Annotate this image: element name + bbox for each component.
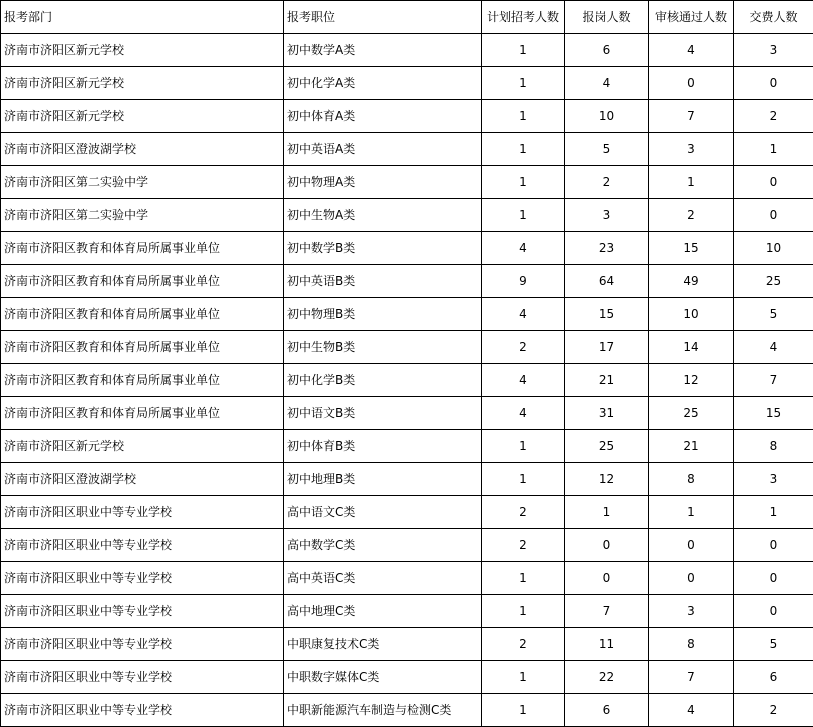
- cell-department: 济南市济阳区职业中等专业学校: [1, 529, 284, 562]
- cell-approved: 7: [649, 100, 734, 133]
- cell-approved: 8: [649, 463, 734, 496]
- cell-position: 中职新能源汽车制造与检测C类: [284, 694, 482, 727]
- cell-approved: 21: [649, 430, 734, 463]
- cell-position: 中职康复技术C类: [284, 628, 482, 661]
- cell-department: 济南市济阳区教育和体育局所属事业单位: [1, 397, 284, 430]
- cell-department: 济南市济阳区新元学校: [1, 67, 284, 100]
- cell-planned-count: 9: [482, 265, 565, 298]
- table-row: [1, 166, 813, 199]
- cell-applicants: 17: [565, 331, 649, 364]
- cell-department: 济南市济阳区职业中等专业学校: [1, 562, 284, 595]
- table-header-row: [1, 1, 813, 34]
- cell-position: 初中化学A类: [284, 67, 482, 100]
- cell-department: 济南市济阳区教育和体育局所属事业单位: [1, 298, 284, 331]
- cell-position: 中职数字媒体C类: [284, 661, 482, 694]
- cell-paid: 2: [734, 100, 813, 133]
- cell-approved: 12: [649, 364, 734, 397]
- cell-approved: 4: [649, 34, 734, 67]
- cell-paid: 0: [734, 595, 813, 628]
- cell-approved: 15: [649, 232, 734, 265]
- cell-applicants: 21: [565, 364, 649, 397]
- cell-approved: 2: [649, 199, 734, 232]
- cell-applicants: 3: [565, 199, 649, 232]
- cell-department: 济南市济阳区澄波湖学校: [1, 133, 284, 166]
- header-applicants: 报岗人数: [565, 1, 649, 34]
- cell-planned-count: 1: [482, 562, 565, 595]
- table-row: [1, 661, 813, 694]
- cell-planned-count: 2: [482, 529, 565, 562]
- cell-applicants: 31: [565, 397, 649, 430]
- cell-approved: 3: [649, 133, 734, 166]
- cell-planned-count: 1: [482, 595, 565, 628]
- cell-paid: 8: [734, 430, 813, 463]
- cell-planned-count: 1: [482, 166, 565, 199]
- table-row: [1, 199, 813, 232]
- table-body: [1, 34, 813, 727]
- cell-department: 济南市济阳区职业中等专业学校: [1, 595, 284, 628]
- cell-paid: 7: [734, 364, 813, 397]
- cell-paid: 4: [734, 331, 813, 364]
- cell-applicants: 0: [565, 562, 649, 595]
- cell-approved: 0: [649, 562, 734, 595]
- cell-planned-count: 2: [482, 628, 565, 661]
- cell-approved: 49: [649, 265, 734, 298]
- cell-applicants: 2: [565, 166, 649, 199]
- cell-paid: 15: [734, 397, 813, 430]
- cell-planned-count: 1: [482, 34, 565, 67]
- cell-approved: 0: [649, 529, 734, 562]
- cell-paid: 0: [734, 562, 813, 595]
- table-row: [1, 133, 813, 166]
- cell-department: 济南市济阳区新元学校: [1, 430, 284, 463]
- table-row: [1, 496, 813, 529]
- cell-department: 济南市济阳区澄波湖学校: [1, 463, 284, 496]
- cell-approved: 8: [649, 628, 734, 661]
- cell-position: 初中化学B类: [284, 364, 482, 397]
- cell-paid: 10: [734, 232, 813, 265]
- cell-paid: 3: [734, 34, 813, 67]
- cell-applicants: 7: [565, 595, 649, 628]
- cell-paid: 5: [734, 298, 813, 331]
- header-planned-count: 计划招考人数: [482, 1, 565, 34]
- cell-position: 高中英语C类: [284, 562, 482, 595]
- cell-approved: 0: [649, 67, 734, 100]
- cell-position: 初中生物B类: [284, 331, 482, 364]
- cell-planned-count: 4: [482, 397, 565, 430]
- cell-paid: 5: [734, 628, 813, 661]
- cell-applicants: 5: [565, 133, 649, 166]
- cell-approved: 14: [649, 331, 734, 364]
- cell-paid: 6: [734, 661, 813, 694]
- cell-planned-count: 1: [482, 463, 565, 496]
- table-row: [1, 628, 813, 661]
- cell-applicants: 4: [565, 67, 649, 100]
- table-row: [1, 298, 813, 331]
- cell-applicants: 0: [565, 529, 649, 562]
- cell-paid: 1: [734, 496, 813, 529]
- cell-planned-count: 4: [482, 298, 565, 331]
- cell-planned-count: 1: [482, 199, 565, 232]
- cell-paid: 0: [734, 199, 813, 232]
- table-row: [1, 265, 813, 298]
- cell-paid: 0: [734, 529, 813, 562]
- cell-position: 初中物理B类: [284, 298, 482, 331]
- cell-paid: 0: [734, 67, 813, 100]
- cell-planned-count: 1: [482, 430, 565, 463]
- cell-department: 济南市济阳区第二实验中学: [1, 199, 284, 232]
- header-position: 报考职位: [284, 1, 482, 34]
- cell-approved: 10: [649, 298, 734, 331]
- cell-department: 济南市济阳区教育和体育局所属事业单位: [1, 265, 284, 298]
- cell-approved: 25: [649, 397, 734, 430]
- cell-department: 济南市济阳区职业中等专业学校: [1, 694, 284, 727]
- cell-paid: 25: [734, 265, 813, 298]
- cell-approved: 3: [649, 595, 734, 628]
- cell-department: 济南市济阳区职业中等专业学校: [1, 628, 284, 661]
- cell-department: 济南市济阳区职业中等专业学校: [1, 661, 284, 694]
- header-department: 报考部门: [1, 1, 284, 34]
- cell-applicants: 10: [565, 100, 649, 133]
- cell-approved: 7: [649, 661, 734, 694]
- cell-applicants: 6: [565, 34, 649, 67]
- cell-department: 济南市济阳区教育和体育局所属事业单位: [1, 364, 284, 397]
- cell-department: 济南市济阳区新元学校: [1, 34, 284, 67]
- table-row: [1, 463, 813, 496]
- cell-planned-count: 1: [482, 67, 565, 100]
- cell-paid: 1: [734, 133, 813, 166]
- table-row: [1, 694, 813, 727]
- cell-paid: 0: [734, 166, 813, 199]
- cell-position: 初中生物A类: [284, 199, 482, 232]
- cell-position: 初中地理B类: [284, 463, 482, 496]
- cell-planned-count: 1: [482, 694, 565, 727]
- table-row: [1, 529, 813, 562]
- cell-applicants: 64: [565, 265, 649, 298]
- cell-position: 高中地理C类: [284, 595, 482, 628]
- header-paid: 交费人数: [734, 1, 813, 34]
- table-row: [1, 67, 813, 100]
- cell-applicants: 23: [565, 232, 649, 265]
- cell-applicants: 1: [565, 496, 649, 529]
- table-row: [1, 430, 813, 463]
- cell-department: 济南市济阳区新元学校: [1, 100, 284, 133]
- cell-planned-count: 1: [482, 100, 565, 133]
- cell-planned-count: 4: [482, 232, 565, 265]
- cell-applicants: 15: [565, 298, 649, 331]
- cell-paid: 3: [734, 463, 813, 496]
- cell-approved: 1: [649, 166, 734, 199]
- table-row: [1, 34, 813, 67]
- cell-department: 济南市济阳区第二实验中学: [1, 166, 284, 199]
- cell-applicants: 11: [565, 628, 649, 661]
- cell-applicants: 12: [565, 463, 649, 496]
- table-row: [1, 397, 813, 430]
- cell-position: 初中物理A类: [284, 166, 482, 199]
- cell-position: 初中数学B类: [284, 232, 482, 265]
- cell-position: 初中体育B类: [284, 430, 482, 463]
- cell-applicants: 6: [565, 694, 649, 727]
- header-approved: 审核通过人数: [649, 1, 734, 34]
- cell-department: 济南市济阳区教育和体育局所属事业单位: [1, 331, 284, 364]
- cell-planned-count: 1: [482, 661, 565, 694]
- table-row: [1, 232, 813, 265]
- cell-position: 初中语文B类: [284, 397, 482, 430]
- cell-applicants: 25: [565, 430, 649, 463]
- cell-position: 高中数学C类: [284, 529, 482, 562]
- cell-position: 高中语文C类: [284, 496, 482, 529]
- cell-planned-count: 2: [482, 331, 565, 364]
- table-row: [1, 364, 813, 397]
- table-row: [1, 595, 813, 628]
- cell-position: 初中体育A类: [284, 100, 482, 133]
- cell-approved: 4: [649, 694, 734, 727]
- cell-planned-count: 1: [482, 133, 565, 166]
- cell-planned-count: 2: [482, 496, 565, 529]
- cell-planned-count: 4: [482, 364, 565, 397]
- cell-department: 济南市济阳区教育和体育局所属事业单位: [1, 232, 284, 265]
- table-row: [1, 331, 813, 364]
- table-row: [1, 100, 813, 133]
- cell-department: 济南市济阳区职业中等专业学校: [1, 496, 284, 529]
- cell-applicants: 22: [565, 661, 649, 694]
- cell-position: 初中英语A类: [284, 133, 482, 166]
- table-row: [1, 562, 813, 595]
- cell-approved: 1: [649, 496, 734, 529]
- cell-position: 初中英语B类: [284, 265, 482, 298]
- cell-position: 初中数学A类: [284, 34, 482, 67]
- cell-paid: 2: [734, 694, 813, 727]
